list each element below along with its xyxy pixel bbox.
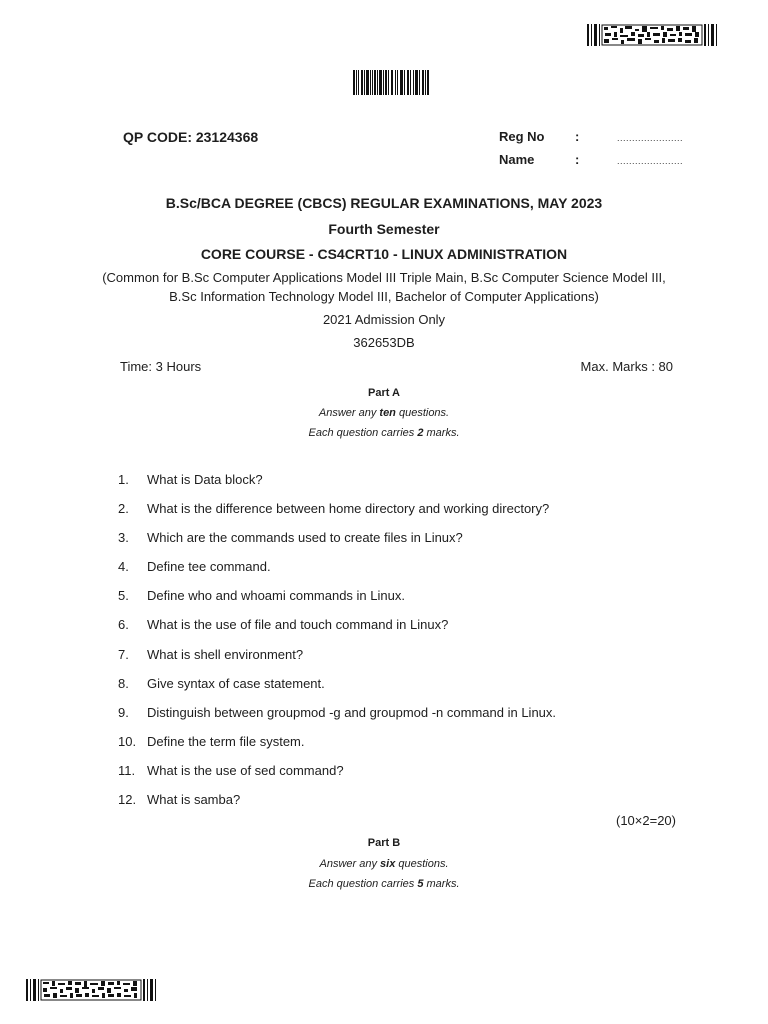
part-b-instruction-2: Each question carries 5 marks. bbox=[308, 878, 460, 890]
exam-title: B.Sc/BCA DEGREE (CBCS) REGULAR EXAMINATIONS, MAY 2023 bbox=[165, 195, 603, 211]
question-text: What is Data block? bbox=[147, 472, 263, 487]
question-number: 8. bbox=[118, 675, 129, 691]
course-title: CORE COURSE - CS4CRT10 - LINUX ADMINISTRATION bbox=[200, 246, 568, 262]
question-number: 9. bbox=[118, 704, 129, 720]
part-a-title: Part A bbox=[368, 387, 400, 399]
barcode-center bbox=[353, 70, 429, 95]
question-text: Give syntax of case statement. bbox=[147, 675, 325, 691]
question-text: Define the term file system. bbox=[147, 733, 305, 749]
question-number: 2. bbox=[118, 501, 129, 517]
question-text: What is the use of file and touch command in Linux? bbox=[147, 617, 449, 633]
qp-code: QP CODE: 23124368 bbox=[123, 129, 259, 145]
question-text: What is the use of sed command? bbox=[147, 762, 344, 778]
name-label: Name bbox=[499, 152, 535, 167]
question-text: Which are the commands used to create files in Linux? bbox=[147, 530, 463, 546]
question-number: 7. bbox=[118, 646, 129, 662]
part-b-instruction-1: Answer any six questions. bbox=[319, 858, 449, 870]
common-line-2: B.Sc Information Technology Model III, Bachelor of Computer Applications) bbox=[169, 289, 599, 304]
max-marks: Max. Marks : 80 bbox=[580, 359, 673, 374]
part-a-count: ten bbox=[379, 407, 396, 419]
part-a-score: (10×2=20) bbox=[616, 813, 676, 828]
part-b-count: six bbox=[380, 858, 396, 870]
barcode-bottom-left bbox=[26, 979, 156, 1001]
reg-no-colon: : bbox=[575, 129, 580, 144]
question-number: 6. bbox=[118, 617, 129, 633]
question-text: What is the difference between home directory and working directory? bbox=[147, 501, 550, 517]
exam-time: Time: 3 Hours bbox=[120, 359, 202, 374]
part-a-instruction-2: Each question carries 2 marks. bbox=[308, 427, 460, 439]
question-number: 12. bbox=[118, 792, 137, 808]
part-a-instruction-1: Answer any ten questions. bbox=[318, 407, 450, 419]
semester: Fourth Semester bbox=[328, 221, 440, 237]
question-number: 4. bbox=[118, 559, 129, 575]
question-number: 5. bbox=[118, 588, 129, 604]
part-b-title: Part B bbox=[367, 837, 401, 849]
question-number: 1. bbox=[118, 472, 129, 487]
question-text: Define tee command. bbox=[147, 559, 271, 575]
question-number: 3. bbox=[118, 530, 129, 546]
question-number: 10. bbox=[118, 733, 137, 749]
reg-no-label: Reg No bbox=[499, 129, 545, 144]
question-text: Define who and whoami commands in Linux. bbox=[147, 588, 405, 604]
question-text: What is samba? bbox=[147, 792, 241, 808]
question-text: Distinguish between groupmod -g and groupmod -n command in Linux. bbox=[147, 704, 557, 720]
name-colon: : bbox=[575, 152, 580, 167]
admission-note: 2021 Admission Only bbox=[322, 312, 446, 327]
part-b-marks: 5 bbox=[417, 878, 424, 890]
reg-no-blank: ...................... bbox=[617, 133, 684, 143]
part-a-marks: 2 bbox=[417, 427, 424, 439]
question-number: 11. bbox=[118, 762, 136, 778]
question-text: What is shell environment? bbox=[147, 646, 304, 662]
name-blank: ...................... bbox=[617, 156, 684, 166]
paper-code: 362653DB bbox=[353, 335, 415, 350]
barcode-top-right bbox=[587, 24, 717, 46]
common-line-1: (Common for B.Sc Computer Applications Model III Triple Main, B.Sc Computer Science Model III, bbox=[102, 270, 666, 285]
